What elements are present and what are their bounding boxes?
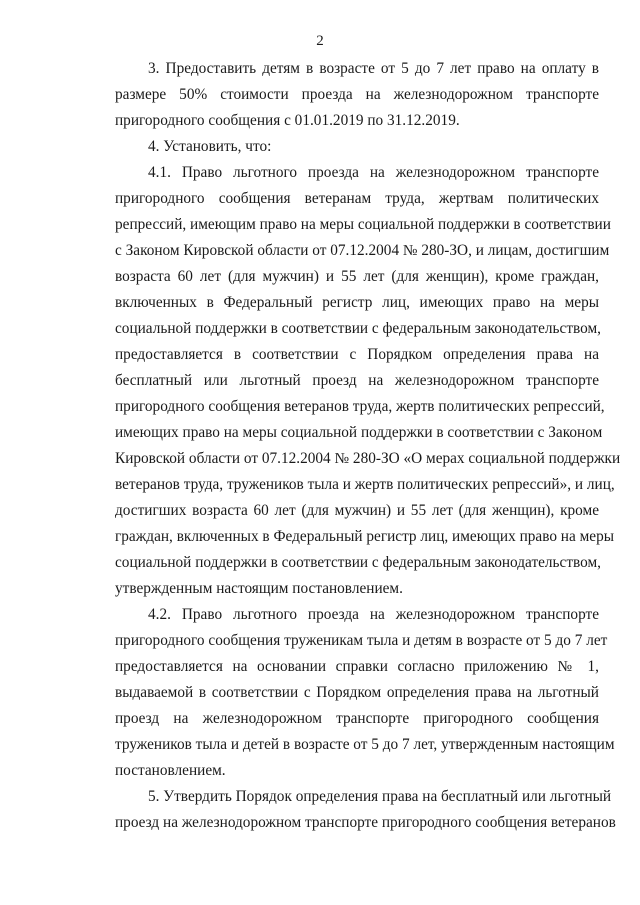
text-line: пригородного сообщения труженикам тыла и детям в возрасте от 5 до 7 лет [115, 632, 608, 649]
text-line: размере 50% стоимости проезда на железнодорожном транспорте [115, 86, 599, 103]
text-line: социальной поддержки в соответствии с федеральным законодательством, [115, 554, 601, 571]
text-line: граждан, включенных в Федеральный регистр лиц, имеющих право на меры [115, 528, 614, 545]
text-line: проезд на железнодорожном транспорте пригородного сообщения ветеранов [115, 814, 616, 831]
text-line: достигших возраста 60 лет (для мужчин) и 55 лет (для женщин), кроме [115, 502, 599, 519]
text-line: предоставляется в соответствии с Порядком определения права на [115, 346, 599, 363]
text-line: пригородного сообщения ветеранов труда, жертв политических репрессий, [115, 398, 605, 415]
text-line: социальной поддержки в соответствии с федеральным законодательством, [115, 320, 601, 337]
text-line: пригородного сообщения ветеранам труда, жертвам политических [115, 190, 599, 207]
text-line: с Законом Кировской области от 07.12.2004 № 280-ЗО, и лицам, достигшим [115, 242, 610, 259]
text-line: ветеранов труда, тружеников тыла и жертв политических репрессий», и лиц, [115, 476, 615, 493]
text-line: 4.2. Право льготного проезда на железнодорожном транспорте [148, 606, 599, 623]
text-line: утвержденным настоящим постановлением. [115, 580, 403, 597]
text-line: предоставляется на основании справки согласно приложению № 1, [115, 658, 599, 675]
text-line: 4.1. Право льготного проезда на железнодорожном транспорте [148, 164, 599, 181]
text-line: постановлением. [115, 762, 226, 779]
text-line: 5. Утвердить Порядок определения права на бесплатный или льготный [148, 788, 612, 805]
text-line: включенных в Федеральный регистр лиц, имеющих право на меры [115, 294, 599, 311]
text-line: бесплатный или льготный проезд на железнодорожном транспорте [115, 372, 599, 389]
text-line: 4. Установить, что: [148, 138, 272, 155]
text-line: возраста 60 лет (для мужчин) и 55 лет (для женщин), кроме граждан, [115, 268, 599, 285]
text-line: тружеников тыла и детей в возрасте от 5 до 7 лет, утвержденным настоящим [115, 736, 615, 753]
text-line: выдаваемой в соответствии с Порядком определения права на льготный [115, 684, 599, 701]
text-line: 3. Предоставить детям в возрасте от 5 до 7 лет право на оплату в [148, 60, 599, 77]
text-line: Кировской области от 07.12.2004 № 280-ЗО «О мерах социальной поддержки [115, 450, 621, 467]
text-line: пригородного сообщения с 01.01.2019 по 31.12.2019. [115, 112, 460, 129]
text-line: проезд на железнодорожном транспорте пригородного сообщения [115, 710, 599, 727]
text-line: репрессий, имеющим право на меры социальной поддержки в соответствии [115, 216, 611, 233]
page-number: 2 [316, 33, 324, 49]
text-line: имеющих право на меры социальной поддержки в соответствии с Законом [115, 424, 603, 441]
